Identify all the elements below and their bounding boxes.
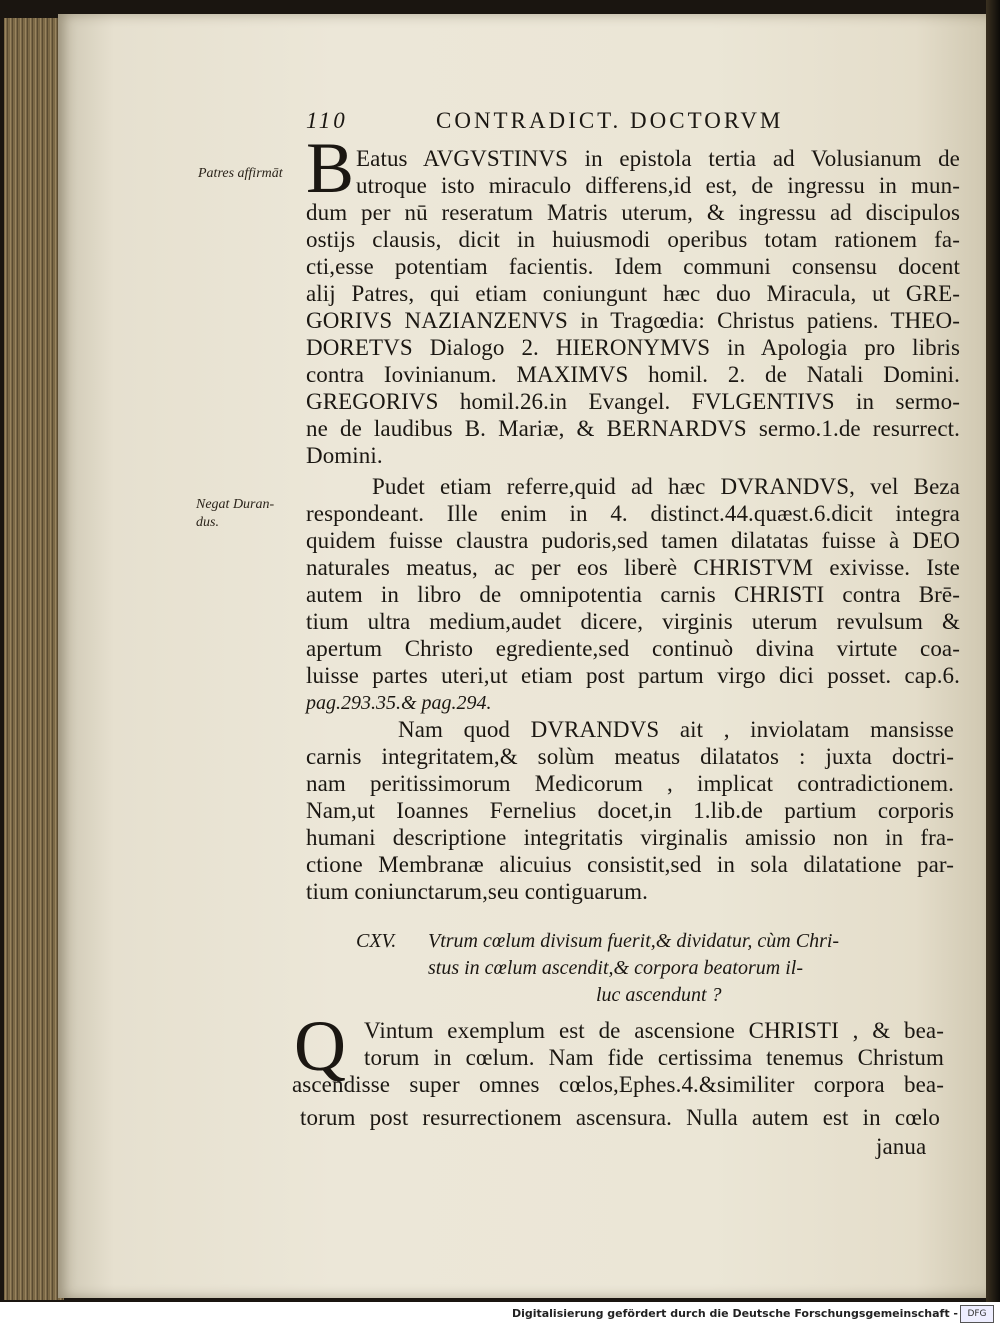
text-line: Domini. [306, 443, 383, 468]
running-title: CONTRADICT. DOCTORVM [436, 108, 784, 133]
section-title-line: Vtrum cœlum divisum fuerit,& dividatur, cùm Chri- [428, 930, 840, 952]
text-line: torum post resurrectionem ascensura. Nulla autem est in cœlo [300, 1105, 940, 1130]
text-line: utroque isto miraculo differens,id est, de ingressu in mun- [356, 173, 960, 198]
text-line: Nam quod DVRANDVS ait , inviolatam mansisse [398, 717, 954, 742]
text-line: ascendisse super omnes cœlos,Ephes.4.&similiter corpora bea- [292, 1072, 944, 1097]
text-line: torum in cœlum. Nam fide certissima tenemus Christum [364, 1045, 944, 1070]
text-line: tium coniunctarum,seu contiguarum. [306, 879, 648, 904]
page-edges-stack [4, 18, 64, 1300]
text-line: luisse partes uteri,ut etiam post partum virgo dici posset. cap.6. [306, 663, 960, 688]
drop-cap-q: Q [294, 1006, 346, 1086]
text-line: humani descriptione integritatis virginalis amissio non in fra- [306, 825, 954, 850]
footer-credit: Digitalisierung gefördert durch die Deutsche Forschungsgemeinschaft - [511, 1307, 958, 1320]
text-line: dum per nū reseratum Matris uterum, & ingressu ad discipulos [306, 200, 960, 225]
text-line: apertum Christo egrediente,sed continuò divina virtute coa- [306, 636, 960, 661]
text-line: Vintum exemplum est de ascensione CHRISTI , & bea- [364, 1018, 944, 1043]
text-line: quidem fuisse claustra pudoris,sed tamen dilatatas fuisse à DEO [306, 528, 960, 553]
margin-note-patres: Patres affirmāt [198, 166, 283, 181]
text-line: DORETVS Dialogo 2. HIERONYMVS in Apologia pro libris [306, 335, 960, 360]
text-line: ostijs clausis, dicit in huiusmodi operibus totam rationem fa- [306, 227, 960, 252]
section-title-line: stus in cœlum ascendit,& corpora beatorum il- [428, 957, 803, 979]
section-title-line: luc ascendunt ? [596, 984, 722, 1006]
text-line: tium ultra medium,audet dicere, virginis uterum revulsum & [306, 609, 960, 634]
text-line: Pudet etiam referre,quid ad hæc DVRANDVS, vel Beza [372, 474, 960, 499]
text-line: cti,esse potentiam facientis. Idem communi consensu docent [306, 254, 960, 279]
text-line: GREGORIVS homil.26.in Evangel. FVLGENTIVS in sermo- [306, 389, 960, 414]
catchword: janua [876, 1134, 927, 1159]
text-line: Nam,ut Ioannes Fernelius docet,in 1.lib.de partium corporis [306, 798, 954, 823]
text-line: carnis integritatem,& solùm meatus dilatatos : juxta doctri- [306, 744, 954, 769]
footer-bar [0, 1302, 1000, 1326]
text-line: ne de laudibus B. Mariæ, & BERNARDVS sermo.1.de resurrect. [306, 416, 960, 441]
margin-note-dus: dus. [196, 515, 219, 530]
text-line: ctione Membranæ alicuius consistit,sed in sola dilatatione par- [306, 852, 954, 877]
page-number: 110 [306, 108, 348, 133]
text-line: alij Patres, qui etiam coniungunt hæc duo Miracula, ut GRE- [306, 281, 960, 306]
text-line: naturales meatus, ac per eos liberè CHRISTVM exivisse. Iste [306, 555, 960, 580]
dfg-logo-icon: DFG [960, 1305, 994, 1323]
binding-shadow [986, 0, 1000, 1302]
text-line: contra Iovinianum. MAXIMVS homil. 2. de Natali Domini. [306, 362, 960, 387]
drop-cap-b: B [306, 128, 355, 208]
margin-note-negat: Negat Duran- [196, 497, 275, 512]
text-line: nam peritissimorum Medicorum , implicat contradictionem. [306, 771, 954, 796]
section-number: CXV. [356, 930, 397, 952]
text-line: autem in libro de omnipotentia carnis CHRISTI contra Brē- [306, 582, 960, 607]
text-line: Eatus AVGVSTINVS in epistola tertia ad Volusianum de [356, 146, 960, 171]
citation-line: pag.293.35.& pag.294. [306, 692, 492, 714]
text-line: respondeant. Ille enim in 4. distinct.44.quæst.6.dicit integra [306, 501, 960, 526]
text-line: GORIVS NAZIANZENVS in Tragœdia: Christus patiens. THEO- [306, 308, 960, 333]
